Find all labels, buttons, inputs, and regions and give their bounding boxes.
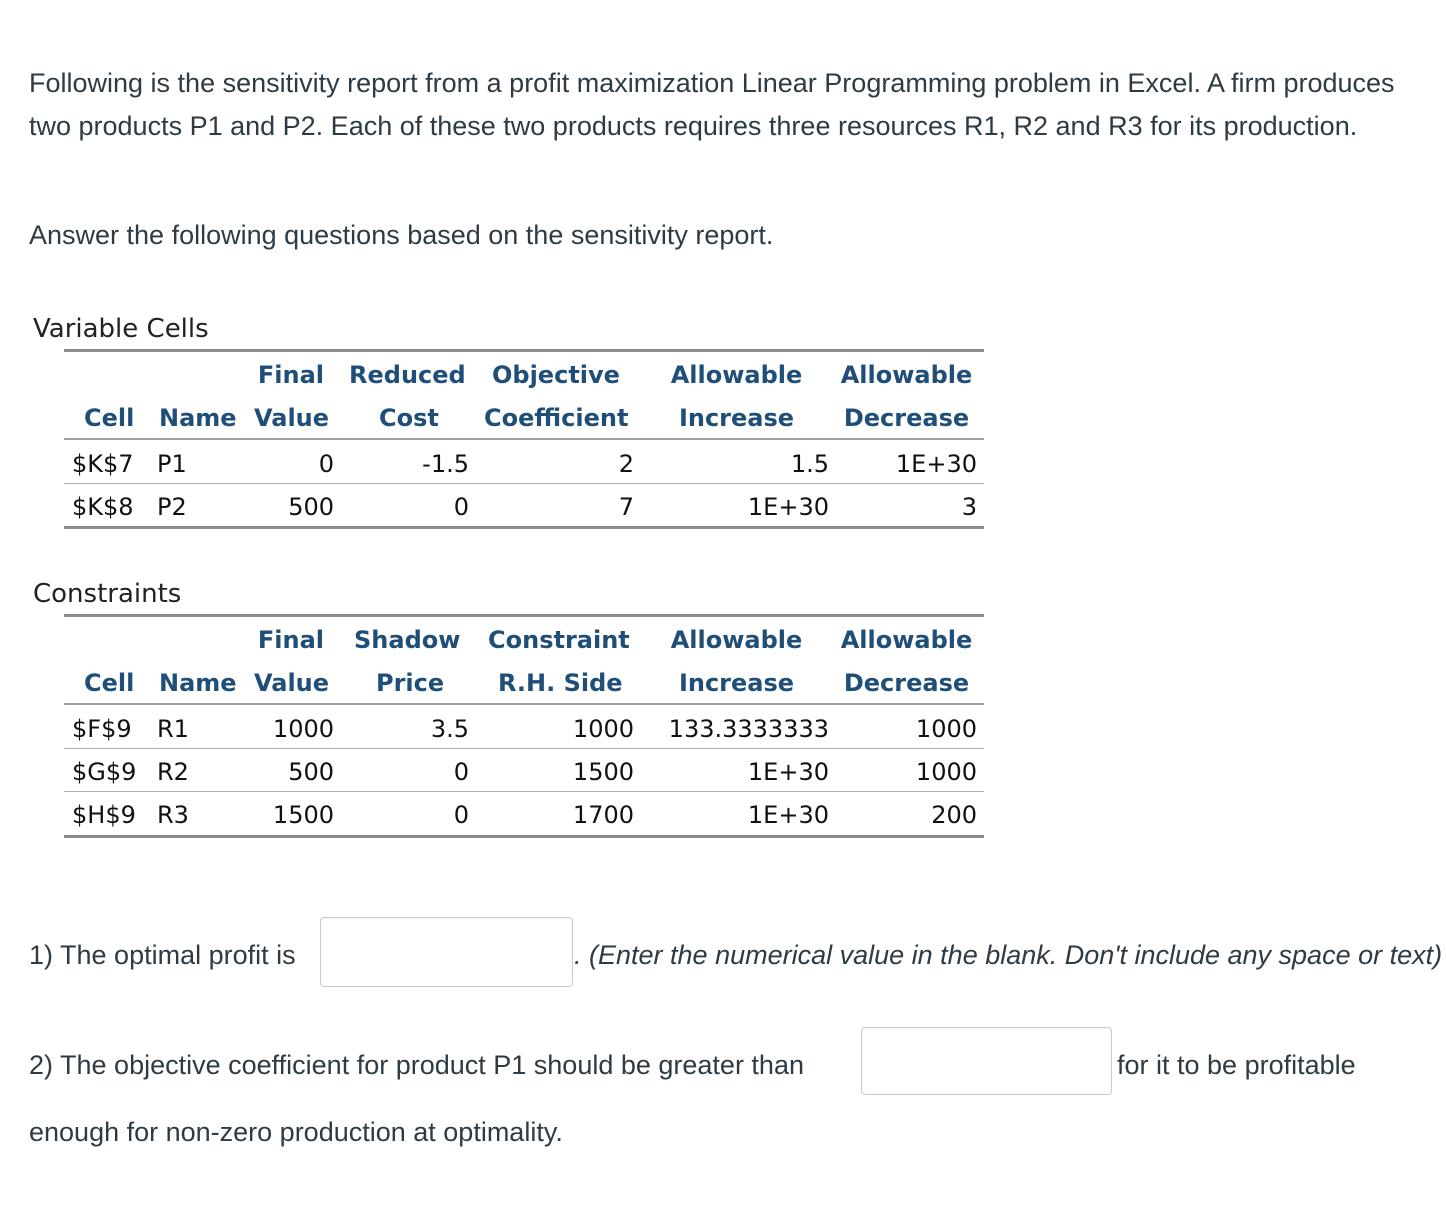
instruction-paragraph: Answer the following questions based on the sensitivity report.	[29, 220, 774, 250]
question-2-line2: enough for non-zero production at optimality.	[29, 1117, 563, 1147]
cell-shadow-price: 3.5	[430, 715, 469, 743]
ct-h1-allowable-inc: Allowable	[670, 626, 803, 654]
ct-h2-cell: Cell	[84, 669, 135, 697]
cell-shadow-price: 0	[453, 801, 469, 829]
vc-h1-final: Final	[257, 361, 324, 389]
cell-rhs: 1700	[572, 801, 634, 829]
ct-h2-rhs: R.H. Side	[498, 669, 623, 697]
cell-allowable-dec: 3	[961, 493, 977, 521]
vc-h1-reduced: Reduced	[349, 361, 466, 389]
cell-allowable-dec: 1000	[915, 758, 977, 786]
vc-h2-increase: Increase	[678, 404, 795, 432]
question-1-text: 1) The optimal profit is	[29, 940, 296, 970]
ct-h2-decrease: Decrease	[843, 669, 970, 697]
cell-name: P2	[157, 493, 187, 521]
cell-reduced-cost: -1.5	[422, 450, 469, 478]
cell-objective-coef: 7	[618, 493, 634, 521]
cell-ref: $K$7	[72, 450, 134, 478]
ct-h2-name: Name	[159, 669, 237, 697]
cell-allowable-dec: 1E+30	[895, 450, 977, 478]
cell-name: R3	[157, 801, 189, 829]
ct-h1-allowable-dec: Allowable	[840, 626, 973, 654]
cell-rhs: 1500	[572, 758, 634, 786]
cell-allowable-dec: 200	[931, 801, 977, 829]
vc-h2-decrease: Decrease	[843, 404, 970, 432]
cell-objective-coef: 2	[618, 450, 634, 478]
cell-ref: $K$8	[72, 493, 134, 521]
ct-h2-increase: Increase	[678, 669, 795, 697]
cell-reduced-cost: 0	[453, 493, 469, 521]
question-2-text: 2) The objective coefficient for product P1 should be greater than	[29, 1050, 804, 1080]
cell-allowable-inc: 133.3333333	[668, 715, 829, 743]
vc-h2-cost: Cost	[379, 404, 439, 432]
cell-allowable-inc: 1E+30	[747, 493, 829, 521]
cell-ref: $H$9	[72, 801, 136, 829]
vc-h2-coefficient: Coefficient	[484, 404, 629, 432]
objective-coefficient-input[interactable]	[861, 1027, 1112, 1095]
ct-h1-constraint: Constraint	[488, 626, 630, 654]
intro-paragraph: Following is the sensitivity report from a profit maximization Linear Programming problem in Excel. A firm produces two products P1 and P2. Each of these two products requires three resources R1, R2 and R3 for its production.	[29, 68, 1395, 141]
ct-h1-shadow: Shadow	[354, 626, 461, 654]
vc-h1-allowable-inc: Allowable	[670, 361, 803, 389]
ct-h2-price: Price	[376, 669, 445, 697]
variable-cells-caption: Variable Cells	[33, 314, 209, 344]
cell-allowable-inc: 1.5	[790, 450, 829, 478]
cell-allowable-inc: 1E+30	[747, 801, 829, 829]
optimal-profit-input[interactable]	[320, 917, 573, 987]
cell-ref: $G$9	[72, 758, 137, 786]
cell-name: R2	[157, 758, 189, 786]
question-2-suffix: for it to be profitable	[1117, 1050, 1356, 1080]
vc-h1-allowable-dec: Allowable	[840, 361, 973, 389]
ct-h2-value: Value	[254, 669, 330, 697]
vc-h1-objective: Objective	[492, 361, 620, 389]
constraints-caption: Constraints	[33, 579, 182, 609]
ct-h1-final: Final	[257, 626, 324, 654]
cell-final-value: 1500	[272, 801, 334, 829]
cell-final-value: 500	[288, 758, 334, 786]
cell-shadow-price: 0	[453, 758, 469, 786]
cell-ref: $F$9	[72, 715, 132, 743]
cell-allowable-dec: 1000	[915, 715, 977, 743]
cell-final-value: 1000	[272, 715, 334, 743]
cell-final-value: 500	[288, 493, 334, 521]
constraints-table	[64, 614, 984, 840]
cell-rhs: 1000	[572, 715, 634, 743]
cell-allowable-inc: 1E+30	[747, 758, 829, 786]
cell-name: R1	[157, 715, 189, 743]
vc-h2-name: Name	[159, 404, 237, 432]
vc-h2-cell: Cell	[84, 404, 135, 432]
cell-name: P1	[157, 450, 187, 478]
cell-final-value: 0	[318, 450, 334, 478]
variable-cells-table	[64, 349, 984, 531]
vc-h2-value: Value	[254, 404, 330, 432]
question-1-note: . (Enter the numerical value in the blank. Don't include any space or text)	[574, 940, 1443, 970]
